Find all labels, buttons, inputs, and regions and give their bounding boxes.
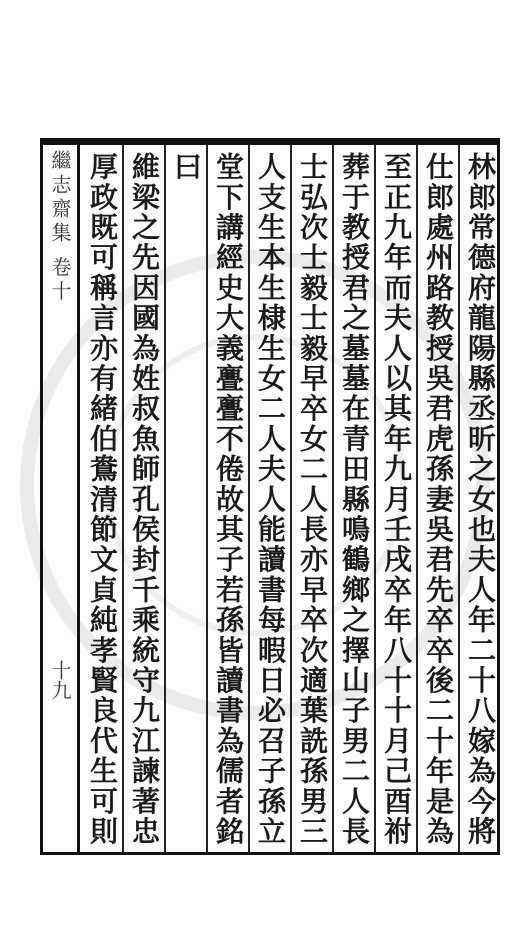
text-column-10: 厚政既可稱言亦有緒伯鴦清節文貞純孝賢良代生可則 xyxy=(86,152,119,847)
text-column-1: 林郎常德府龍陽縣丞昕之女也夫人年二十八嫁為今將 xyxy=(464,152,497,847)
text-column-9: 維梁之先因國為姓叔魚師孔侯封千乘統守九江諫著忠 xyxy=(128,152,161,847)
text-column-5: 士弘次士毅士毅早卒女二人長亦早卒次適葉詵孫男三 xyxy=(296,152,329,847)
text-column-7: 堂下講經史大義亹亹不倦故其子若孫皆讀書為儒者銘 xyxy=(212,152,245,847)
text-column-8: 曰 xyxy=(170,152,203,183)
text-column-6: 人支生本生棣生女二人夫人能讀書每暇日必召子孫立 xyxy=(254,152,287,847)
text-column-4: 葬于教授君之墓墓在青田縣鳴鶴鄉之擇山子男二人長 xyxy=(338,152,371,847)
spine-title: 繼志齋集 卷十 xyxy=(48,150,72,305)
text-column-2: 仕郎處州路教授吳君虎孫妻吳君先卒卒後二十年是為 xyxy=(422,152,455,847)
folio-number: 十九 xyxy=(48,660,72,700)
text-column-3: 至正九年而夫人以其年九月壬戌卒年八十十月己酉祔 xyxy=(380,152,413,847)
